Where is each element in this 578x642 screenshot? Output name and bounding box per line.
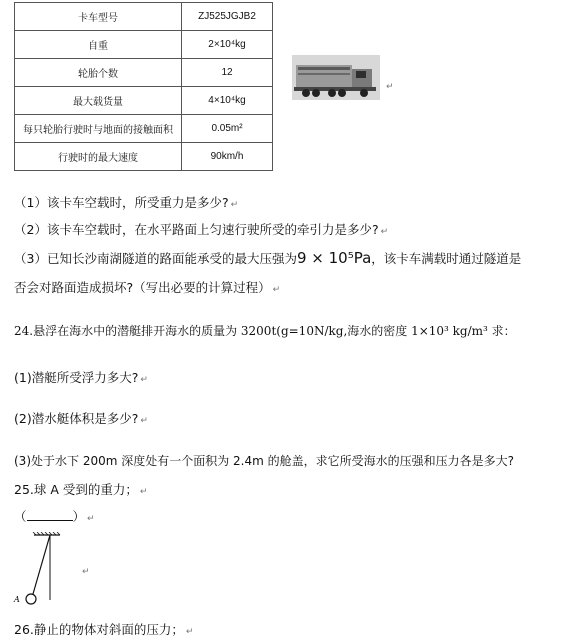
table-key: 最大载货量 [15, 87, 182, 115]
table-row [15, 59, 273, 87]
truck-spec-table [14, 2, 273, 171]
table-key: 自重 [15, 31, 182, 59]
table-value: 4×10⁴kg [182, 87, 273, 115]
table-key: 卡车型号 [15, 3, 182, 31]
table-key: 轮胎个数 [15, 59, 182, 87]
q23-part3-cont: 否会对路面造成损坏?（写出必要的计算过程） ↵ [14, 280, 281, 295]
q25-stem: 25.球 A 受到的重力； ↵ [14, 482, 148, 497]
table-row [15, 115, 273, 143]
pendulum-diagram [10, 532, 80, 610]
answer-blank[interactable] [27, 510, 73, 521]
q24-part2: (2)潜水艇体积是多少? ↵ [14, 411, 148, 426]
table-value: 0.05m² [182, 115, 273, 143]
table-row [15, 143, 273, 171]
paragraph-mark: ↵ [82, 567, 90, 577]
table-key: 行驶时的最大速度 [15, 143, 182, 171]
table-row [15, 3, 273, 31]
table-value: ZJ525JGJB2 [182, 3, 273, 31]
table-row [15, 31, 273, 59]
table-value: 12 [182, 59, 273, 87]
q24-part1: (1)潜艇所受浮力多大? ↵ [14, 370, 148, 385]
q23-part2: （2）该卡车空载时，在水平路面上匀速行驶所受的牵引力是多少? ↵ [14, 222, 389, 237]
ball-label: A [14, 595, 20, 604]
q24-stem: 24.悬浮在海水中的潜艇排开海水的质量为 3200t(g=10N/kg,海水的密度 1×10³ kg/m³ 求： [14, 324, 516, 338]
q25-answer-blank: （ ） ↵ [14, 509, 95, 524]
paragraph-mark: ↵ [386, 82, 394, 92]
q24-part3: (3)处于水下 200m 深度处有一个面积为 2.4m 的舱盖，求它所受海水的压强和压力各是多大? [14, 454, 514, 468]
table-value: 90km/h [182, 143, 273, 171]
q26-stem: 26.静止的物体对斜面的压力； ↵ [14, 622, 194, 637]
truck-image [292, 55, 380, 100]
table-key: 每只轮胎行驶时与地面的接触面积 [15, 115, 182, 143]
q23-part1: （1）该卡车空载时，所受重力是多少? ↵ [14, 195, 239, 210]
table-row [15, 87, 273, 115]
q23-part3: （3）已知长沙南湖隧道的路面能承受的最大压强为9 × 10⁵Pa，该卡车满载时通过隧道是 [14, 249, 522, 267]
table-value: 2×10⁴kg [182, 31, 273, 59]
